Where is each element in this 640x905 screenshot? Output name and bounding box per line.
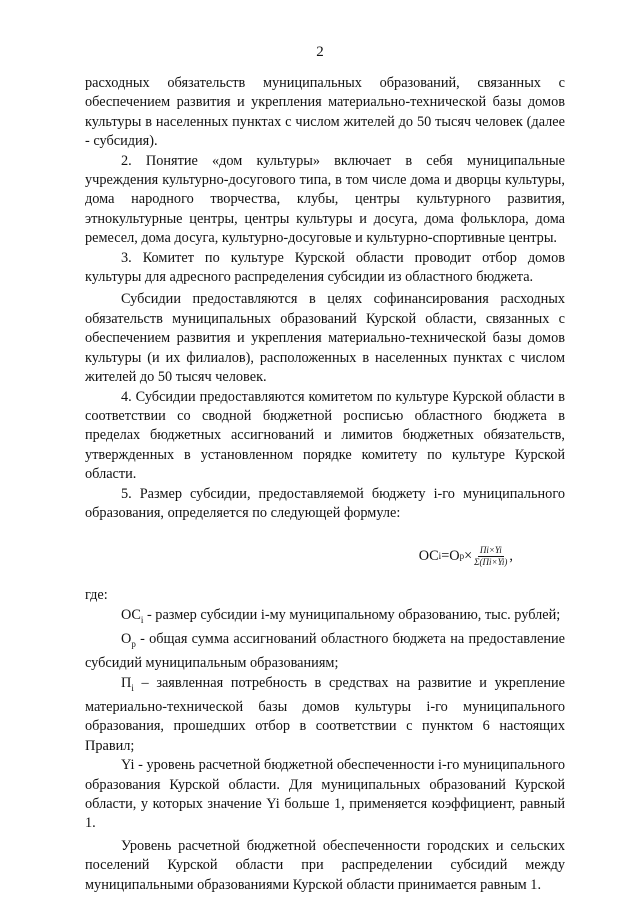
final-paragraph: Уровень расчетной бюджетной обеспеченности городских и сельских поселений Курской области при распределении субсидий между муниципальными образованиями Курской области принимается равным 1. [85,837,565,893]
paragraph: расходных обязательств муниципальных образований, связанных с обеспечением развития и укрепления материально-технической базы домов культуры в населенных пунктах с числом жителей до 50 тысяч человек (далее - субсидия). [85,75,565,150]
definition-text: - общая сумма ассигнований областного бюджета на предоставление субсидий муниципальным образованиям; [85,631,565,672]
subsidy-formula [85,545,565,568]
paragraph: Субсидии предоставляются в целях софинансирования расходных обязательств муниципальных образований Курской области, связанных с обеспечением развития и укрепления материально-технической базы домов культуры (и их филиалов), расположенных в населенных пунктах с числом жителей до 50 тысяч человек. [85,291,565,386]
symbol: O [121,631,132,648]
formula-eq: =O [441,548,460,565]
definition-oc [85,606,565,630]
definition-op [85,630,565,674]
paragraph: 2. Понятие «дом культуры» включает в себя муниципальные учреждения культурно-досугового типа, в том числе дома и дворцы культуры, дома народного творчества, клубы, центры культурного развития, этнокультурные центры, центры культуры и досуга, дома фольклора, дома ремесел, дома досуга, культурно-досуговые и культурно-спортивные центры. [85,152,565,247]
paragraph: 5. Размер субсидии, предоставляемой бюджету i-го муниципального образования, определяется по следующей формуле: [85,485,565,521]
document-body [85,74,565,895]
formula-fraction [474,545,507,568]
definition-pi [85,674,565,756]
symbol-sub: i [140,614,144,625]
formula-lhs: OC [418,548,439,565]
formula-lhs-sub: i [438,551,442,562]
symbol: Π [121,674,132,691]
paragraph: 3. Комитет по культуре Курской области проводит отбор домов культуры для адресного распределения субсидии из областного бюджета. [85,249,565,286]
formula-numerator: Πi×Yi [479,545,502,556]
symbol-sub: p [131,638,136,649]
paragraph: 4. Субсидии предоставляются комитетом по культуре Курской области в соответствии со сводной бюджетной росписью областного бюджета в пределах бюджетных ассигнований и лимитов бюджетных обязательств, утвержденных в установленном порядке комитету по культуре Курской области. [85,388,565,483]
formula-tail: , [509,548,513,565]
formula-denominator: Σ(Πi×Yi) [474,557,508,568]
symbol: OC [121,606,141,623]
definition-yi: Yi - уровень расчетной бюджетной обеспеченности i-го муниципального образования Курской области. Для муниципальных образований Курской области, у которых значение Yi больше 1, применяется коэффициент, равный 1. [85,757,565,832]
page-number: 2 [316,44,324,60]
definition-text: – заявленная потребность в средствах на развитие и укрепление материально-технической базы домов культуры i-го муниципального образования, прошедших отбор в соответствии с пунктом 6 настоящих Правил; [85,674,565,754]
symbol-sub: i [131,682,134,693]
where-label: где: [85,587,108,604]
formula-op-sub: p [459,551,465,562]
formula-times: × [464,548,473,565]
definition-text: - размер субсидии i-му муниципальному образованию, тыс. рублей; [143,606,561,623]
